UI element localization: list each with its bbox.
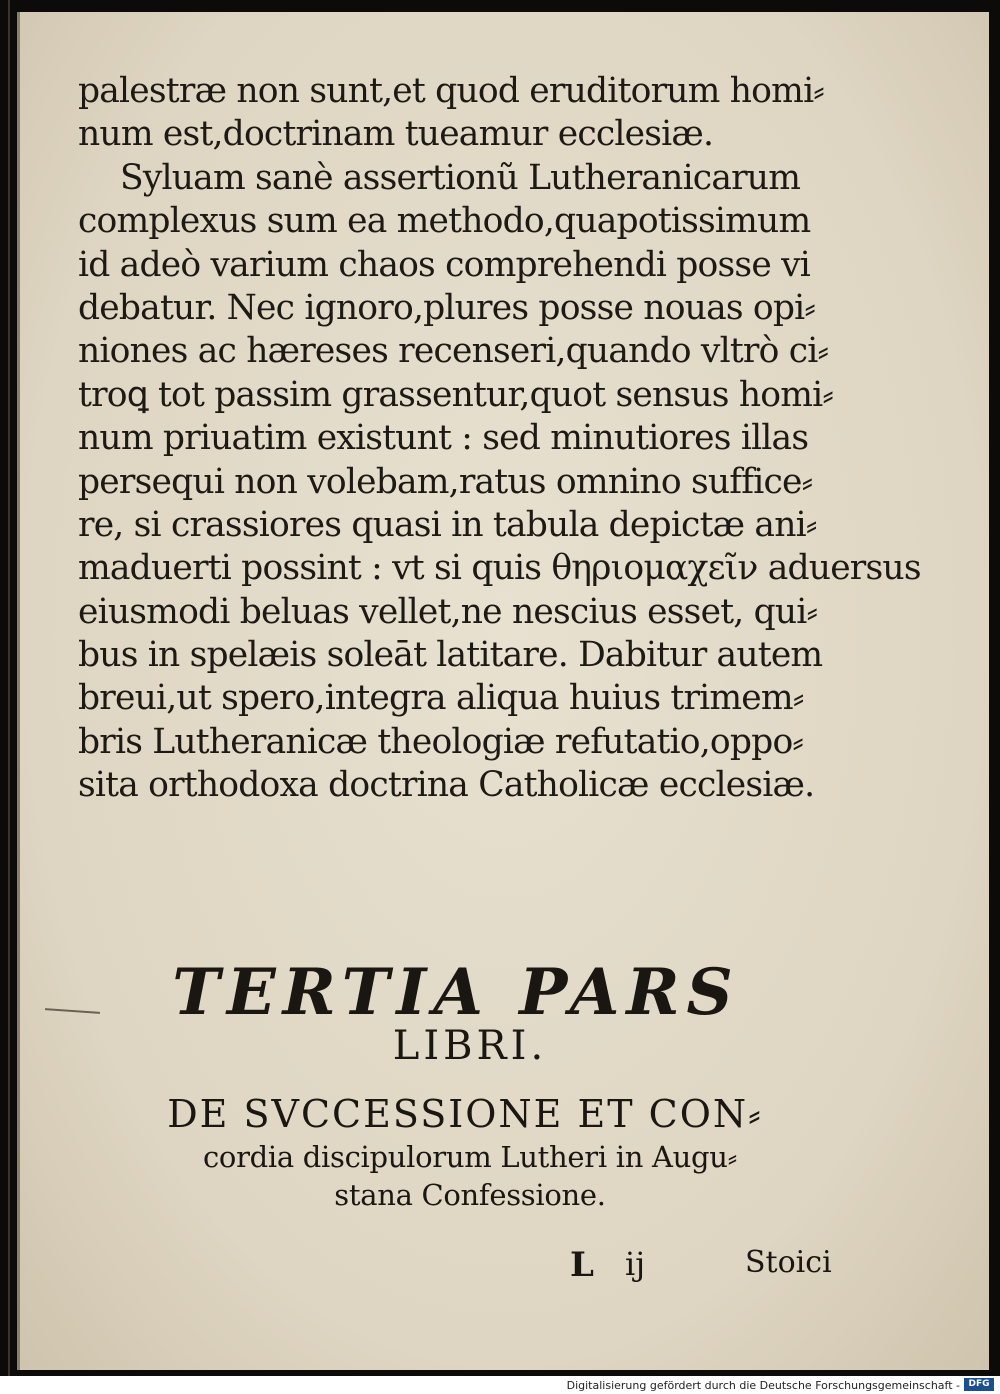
binding-edge (8, 0, 10, 1376)
text-line: id adeò varium chaos comprehendi posse vi (78, 244, 811, 285)
text-line: sita orthodoxa doctrina Catholicæ ecclesiæ. (78, 765, 815, 806)
signature-number: ij (625, 1245, 646, 1283)
text-line: complexus sum ea methodo,quapotissimum (78, 201, 811, 242)
text-line: re, si crassiores quasi in tabula depictæ ani⸗ (78, 504, 817, 545)
text-line: bus in spelæis soleāt latitare. Dabitur autem (78, 635, 823, 676)
section-title-line: cordia discipulorum Lutheri in Augu⸗ (202, 1140, 738, 1174)
section-title-line: stana Confessione. (334, 1178, 606, 1212)
text-line: num priuatim existunt : sed minutiores illas (78, 418, 809, 459)
catchword: Stoici (745, 1245, 832, 1280)
body-text (78, 70, 921, 808)
text-line: Syluam sanè assertionũ Lutheranicarum (120, 157, 801, 198)
text-line: maduerti possint : vt si quis θηριομαχεῖν aduersus (78, 548, 921, 589)
text-line: palestræ non sunt,et quod eruditorum homi⸗ (78, 71, 824, 111)
section-subheading: LIBRI. (392, 1023, 548, 1069)
text-line: troꝗ tot passim grassentur,quot sensus homi⸗ (78, 374, 834, 415)
text-line: debatur. Nec ignoro,plures posse nouas opi⸗ (78, 287, 816, 328)
text-line: niones ac hæreses recenseri,quando vltrò ci⸗ (78, 331, 829, 372)
dfg-logo: DFG (964, 1378, 994, 1391)
text-line: bris Lutheranicæ theologiæ refutatio,oppo⸗ (78, 721, 804, 762)
text-line: breui,ut spero,integra aliqua huius trimem⸗ (78, 678, 804, 719)
text-line: persequi non volebam,ratus omnino suffice⸗ (78, 461, 813, 502)
text-line: num est,doctrinam tueamur ecclesiæ. (78, 114, 714, 155)
footer-credit: Digitalisierung gefördert durch die Deutsche Forschungsgemeinschaft - (566, 1379, 960, 1392)
signature-mark: L (570, 1245, 594, 1285)
section-title-caps: DE SVCCESSIONE ET CON⸗ (167, 1092, 763, 1136)
section-heading: TERTIA PARS (172, 955, 740, 1030)
text-line: eiusmodi beluas vellet,ne nescius esset, qui⸗ (78, 591, 818, 632)
